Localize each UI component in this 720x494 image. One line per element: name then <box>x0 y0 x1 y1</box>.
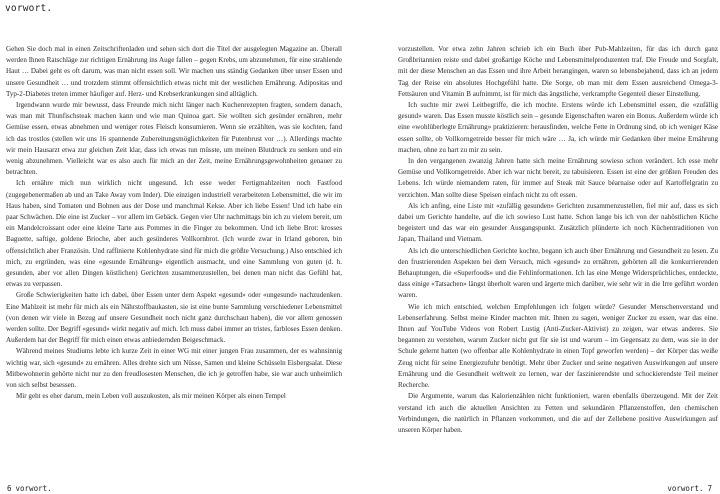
paragraph: Ich ernähre mich nun wirklich nicht ungesund. Ich esse weder Fertigmahlzeiten noch Fastfood (zugegebenermaßen ab und an Take Away vom Inder). Die einzigen industriell verarbeiteten Lebensmittel, die wir im Haus haben, sind Tomaten und Bohnen aus der Dose und manchmal Kekse. Aber ich liebe Essen! Und ich habe ein paar Schwächen. Die eine ist Zucker – vor allem im Gebäck. Gegen vier Uhr nachmittags bin ich zu vielem bereit, um ein Mandelcroissant oder eine kleine Tarte aus Pommes in die Finger zu bekommen. Und ich liebe Brot: krosses Baguette, saftige, goldene Brioche, aber auch gesünderes Vollkornbrot. (Ich wurde zwar in Irland geboren, bin offensichtlich aber Französin. Und raffinierte Kohlenhydrate sind für mich die größte Versuchung.) Also entschied ich mich, zu ergründen, was eine «gesunde Ernährung» eigentlich ausmacht, und eine Sammlung von guten (d. h. gesunden, aber vor allen Dingen köstlichen) Gerichten zusammenzustellen, bei denen man nicht das Gefühl hat, etwas zu verpassen. <box>6 179 342 289</box>
paragraph: Als ich die unterschiedlichen Gerichte kochte, begann ich auch über Ernährung und Gesundheit zu lesen. Zu den frustrierenden Aspekten bei dem Versuch, mich «gesund» zu ernähren, gehörten all die konkurrierenden Behauptungen, die «Superfoods» und die Fehlinformationen. Ich las eine Menge Widersprüchliches, entdeckte, dass einige «Tatsachen» längst überholt waren und ärgerte mich darüber, wie sehr wir in die Irre geführt worden waren. <box>398 246 718 300</box>
footer-label: vorwort. <box>667 484 704 493</box>
footer-label: vorwort. <box>15 484 52 493</box>
chapter-header: vorwort. <box>5 3 53 14</box>
left-footer <box>3 484 52 493</box>
paragraph: Mir geht es eher darum, mein Leben voll auszukosten, als mir meinen Körper als einen Tempel <box>16 392 286 401</box>
paragraph: Die Argumente, warum das Kalorienzählen nicht funktioniert, waren ebenfalls überzeugend. Mit der Zeit verstand ich auch die aktuellen Ansichten zu Fetten und sekundären Pflanzenstoffen, den chemischen Verbindungen, die natürlich in Pflanzen vorkommen, und die auf der Zellebene positive Auswirkungen auf unseren Körper haben. <box>398 392 718 434</box>
paragraph: Gehen Sie doch mal in einen Zeitschriftenladen und sehen sich dort die Titel der ausgelegten Magazine an. Überall werden Ihnen Ratschläge zur richtigen Ernährung ins Auge fallen – gegen Krebs, um abzunehmen, für eine strahlende Haut … Dabei geht es oft darum, was man nicht essen soll. Wir machen uns ständig Gedanken über unser Essen und unsere Gesundheit … und trotzdem stimmt offensichtlich etwas nicht mit der westlichen Ernährung. Adipositas und Typ-2-Diabetes treten immer häufiger auf. Herz- und Krebserkrankungen sind alltäglich. <box>6 45 342 98</box>
paragraph: vorzustellen. Vor etwa zehn Jahren schrieb ich ein Buch über Pub-Mahlzeiten, für das ich durch ganz Großbritannien reiste und dabei großartige Köche und Lebensmittelproduzenten traf. Die Freude und Sorgfalt, mit der diese Menschen an das Essen und ihre Arbeit herangingen, waren so lebensbejahend, dass ich an jedem Tag der Reise ein absolutes Hochgefühl hatte. Die Sorge, ob man mit dem Essen ausreichend Omega-3-Fettsäuren und Vitamin B aufnimmt, ist für mich das ängstliche, verkrampfte Gegenteil dieser Einstellung. <box>398 45 718 98</box>
paragraph: Wie ich mich entschied, welchen Empfehlungen ich folgen würde? Gesunder Menschenverstand und Lebenserfahrung. Selbst meine Kinder machten mit. Ihnen zu sagen, weniger Zucker zu essen, war das eine. Ihnen auf YouTube Videos von Robert Lustig (Anti-Zucker-Aktivist) zu zeigen, war etwas anderes. Sie begannen zu verstehen, warum Zucker nicht gut für sie ist und warum – im Gegensatz zu dem, was sie in der Schule gelernt hatten (wo offenbar alle Kohlenhydrate in einen Topf geworfen werden) – der Körper das weiße Zeug nicht für seine Energiezufuhr benötigt. Mehr über Zucker und seine negativen Auswirkungen auf unsere Ernährung und die Gesundheit weltweit zu lernen, war der faszinierendste und schockierendste Teil meiner Recherche. <box>398 302 718 390</box>
paragraph: In den vergangenen zwanzig Jahren hatte sich meine Ernährung sowieso schon verändert. Ich esse mehr Gemüse und Vollkorngetreide. Aber ich war nicht bereit, zu tabuisieren. Essen ist eine der größten Freuden des Lebens. Ich würde niemandem raten, für immer auf Steak mit Sauce béarnaise oder auf Kartoffelgratin zu verzichten. Man sollte diese Speisen einfach nicht zu oft essen. <box>398 157 718 199</box>
paragraph: Irgendwann wurde mir bewusst, dass Freunde mich nicht länger nach Kuchenrezepten fragten, sondern danach, was man mit Thunfischsteak machen kann und wie man Quinoa gart. Sie wollten sich gesünder ernähren, mehr Gemüse essen, etwas abnehmen und weniger rotes Fleisch konsumieren. Wenn sie erzählten, was sie kochten, fand ich das trostlos (stellen wir uns 16 spannende Zubereitungsmöglichkeiten für Putenbrust vor …). Allerdings machte wir mein Hausarzt etwa zur gleichen Zeit klar, dass ich etwas tun müsste, um meinen Blutdruck zu senken und ein wenig abzunehmen. Vielleicht war es also auch für mich an der Zeit, meine Ernährungsgewohnheiten genauer zu betrachten. <box>6 101 342 177</box>
left-text-column <box>6 44 342 403</box>
page-number: 7 <box>707 484 712 493</box>
paragraph: Große Schwierigkeiten hatte ich dabei, über Essen unter dem Aspekt «gesund» oder «ungesund» nachzudenken. Eine Mahlzeit ist mehr für mich als ein Nährstoffbaukasten, sie ist eine bunte Sammlung verschiedener Lebensmittel (von denen wir viele in Bezug auf unsere Gesundheit noch nicht ganz durchschaut haben), die vor allem genossen werden sollte. Der Begriff «gesund» wirkt negativ auf mich. Ich muss dabei immer an tristes, farbloses Essen denken. Außerdem hat der Begriff für mich einen etwas anbiedernden Beigeschmack. <box>6 291 342 345</box>
right-page <box>360 0 720 494</box>
right-text-column <box>398 44 718 436</box>
paragraph: Während meines Studiums lebte ich kurze Zeit in einer WG mit einer jungen Frau zusammen, der es wahnsinnig wichtig war, sich «gesund» zu ernähren. Alles drehte sich um Nüsse, Samen und kleine Schüsseln Eisbergsalat. Diese Mitbewohnerin gehörte nicht nur zu den freudlosesten Menschen, die ich je getroffen habe, sie war auch unheimlich von sich selbst besessen. <box>6 347 342 390</box>
right-footer <box>667 484 716 493</box>
page-number: 6 <box>7 484 12 493</box>
paragraph: Ich suchte mir zwei Leitbegriffe, die ich mochte. Erstens würde ich Lebensmittel essen, die «zufällig gesund» waren. Das Essen musste köstlich sein – gesunde Eigenschaften waren ein Bonus. Außerdem würde ich eine «wohlüberlegte Ernährung» praktizieren: herausfinden, welche Fette in Ordnung sind, ob ich weniger Käse essen sollte, ob Vollkorngetreide besser für mich wäre … Ja, ich würde mir Gedanken über meine Ernährung machen, ohne zu hart zu mir zu sein. <box>398 101 718 154</box>
paragraph: Als ich anfing, eine Liste mit «zufällig gesunden» Gerichten zusammenzustellen, fiel mir auf, dass es sich dabei um Gerichte handelte, auf die ich sowieso Lust hatte. Schon lange bis ich von der nahöstlichen Küche begeistert und das war ein gesunder Ausgangspunkt. Zusätzlich plünderte ich noch Küchentraditionen von Japan, Thailand und Vietnam. <box>398 201 718 244</box>
